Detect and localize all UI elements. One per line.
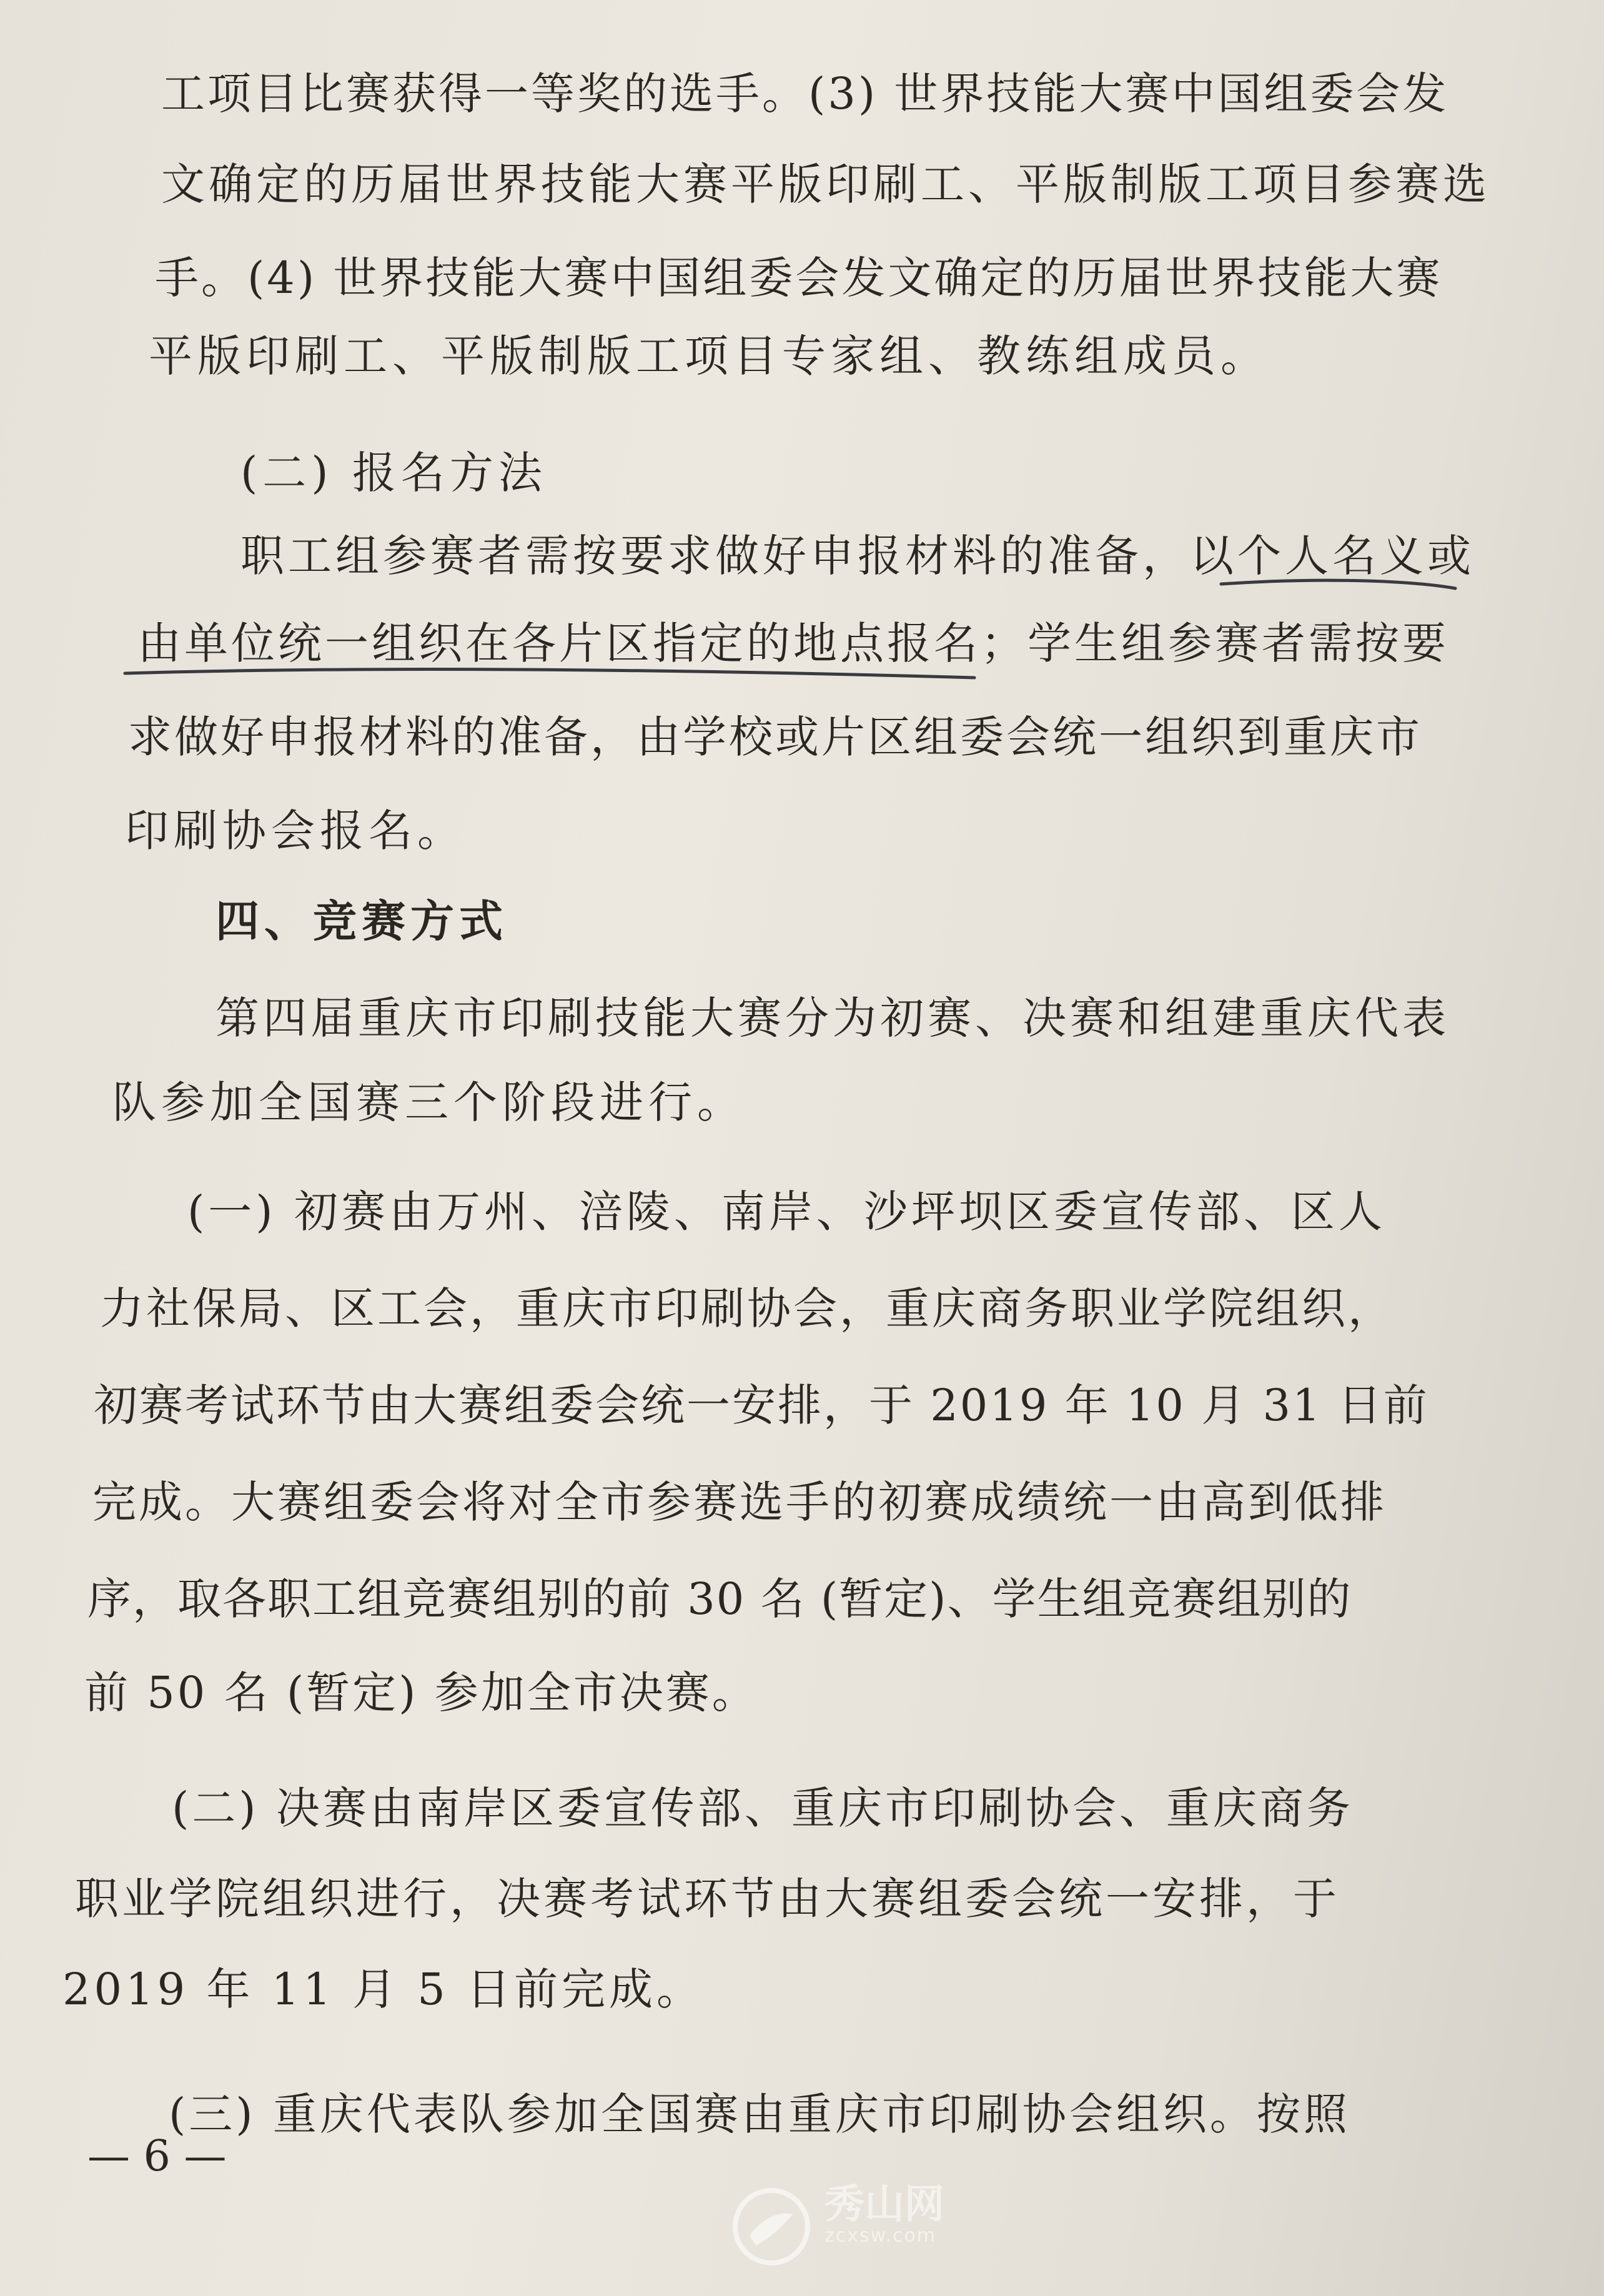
watermark bbox=[731, 2155, 1068, 2267]
text-line bbox=[0, 1074, 1604, 1131]
text-line bbox=[0, 1871, 1604, 1927]
line-text: 力社保局、区工会，重庆市印刷协会，重庆商务职业学院组织， bbox=[100, 1283, 1394, 1334]
text-line bbox=[0, 1571, 1604, 1627]
line-text: 初赛考试环节由大赛组委会统一安排，于 2019 年 10 月 31 日前 bbox=[94, 1380, 1429, 1431]
page-number: — 6 — bbox=[87, 2132, 227, 2181]
line-text: 职业学院组织进行，决赛考试环节由大赛组委会统一安排，于 bbox=[75, 1873, 1340, 1924]
watermark-subtitle: zcxsw.com bbox=[824, 2225, 937, 2247]
text-line bbox=[0, 66, 1604, 122]
text-line bbox=[0, 1961, 1604, 2017]
text-line bbox=[0, 156, 1604, 212]
watermark-logo-icon bbox=[731, 2186, 812, 2267]
line-text: 职工组参赛者需按要求做好申报材料的准备，以个人名义或 bbox=[240, 530, 1475, 581]
text-line bbox=[0, 709, 1604, 765]
text-line bbox=[0, 1377, 1604, 1433]
line-text: 序，取各职工组竞赛组别的前 30 名 (暂定)、学生组竞赛组别的 bbox=[87, 1573, 1352, 1625]
line-text: (一) 初赛由万州、涪陵、南岸、沙坪坝区委宣传部、区人 bbox=[187, 1186, 1386, 1237]
chapter-heading bbox=[0, 893, 1604, 949]
line-text: 完成。大赛组委会将对全市参赛选手的初赛成绩统一由高到低排 bbox=[92, 1477, 1387, 1528]
line-text: (三) 重庆代表队参加全国赛由重庆市印刷协会组织。按照 bbox=[169, 2089, 1350, 2140]
line-text: 印刷协会报名。 bbox=[125, 805, 466, 856]
text-line bbox=[0, 1184, 1604, 1240]
line-text: (二) 决赛由南岸区委宣传部、重庆市印刷协会、重庆商务 bbox=[172, 1783, 1354, 1834]
line-text: 平版印刷工、平版制版工项目专家组、教练组成员。 bbox=[149, 330, 1269, 382]
line-text: 队参加全国赛三个阶段进行。 bbox=[112, 1077, 746, 1128]
text-line bbox=[0, 528, 1604, 584]
line-text: 求做好申报材料的准备，由学校或片区组委会统一组织到重庆市 bbox=[128, 711, 1422, 763]
section-heading bbox=[0, 445, 1604, 501]
text-line bbox=[0, 328, 1604, 384]
line-text: (二) 报名方法 bbox=[240, 447, 547, 498]
line-text: 由单位统一组织在各片区指定的地点报名；学生组参赛者需按要 bbox=[137, 618, 1449, 669]
text-line bbox=[0, 803, 1604, 859]
line-text: 第四届重庆市印刷技能大赛分为初赛、决赛和组建重庆代表 bbox=[215, 992, 1450, 1044]
line-text: 文确定的历届世界技能大赛平版印刷工、平版制版工项目参赛选 bbox=[161, 159, 1490, 210]
line-text: 工项目比赛获得一等奖的选手。(3) 世界技能大赛中国组委会发 bbox=[161, 68, 1449, 119]
line-text: 四、竞赛方式 bbox=[215, 896, 508, 947]
text-line bbox=[0, 1474, 1604, 1530]
text-line bbox=[0, 990, 1604, 1046]
text-line bbox=[0, 1280, 1604, 1337]
line-text: 前 50 名 (暂定) 参加全市决赛。 bbox=[84, 1667, 758, 1718]
watermark-title: 秀山网 bbox=[824, 2182, 944, 2228]
text-line bbox=[0, 250, 1604, 306]
text-line bbox=[0, 1780, 1604, 1836]
text-line bbox=[0, 615, 1604, 671]
line-text: 2019 年 11 月 5 日前完成。 bbox=[62, 1964, 705, 2015]
line-text: 手。(4) 世界技能大赛中国组委会发文确定的历届世界技能大赛 bbox=[155, 252, 1443, 304]
text-line bbox=[0, 1665, 1604, 1721]
